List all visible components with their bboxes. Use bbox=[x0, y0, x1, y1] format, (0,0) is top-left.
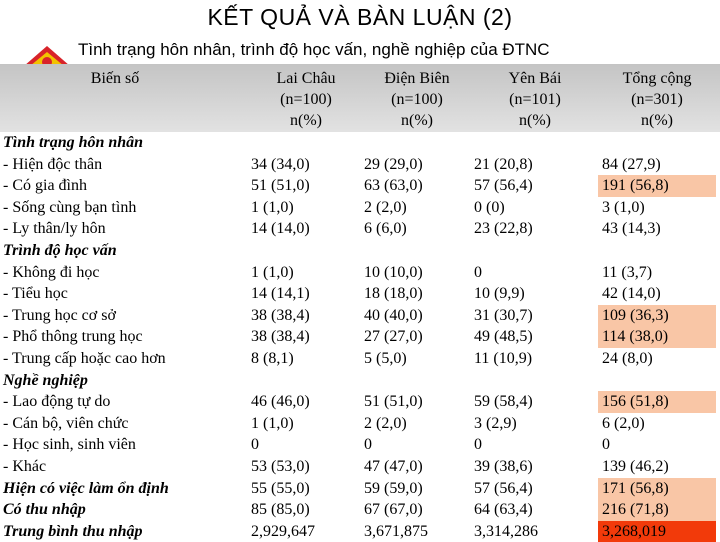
value-cell: 14 (14,1) bbox=[251, 285, 310, 303]
value-cell: 1 (1,0) bbox=[251, 198, 294, 216]
row-label: - Trung học cơ sở bbox=[3, 306, 116, 324]
table-row bbox=[0, 348, 720, 370]
total-cell: 42 (14,0) bbox=[602, 285, 661, 303]
slide-title: KẾT QUẢ VÀ BÀN LUẬN (2) bbox=[207, 4, 513, 30]
value-cell: 2,929,647 bbox=[251, 522, 315, 540]
row-label: - Khác bbox=[3, 458, 47, 475]
value-cell: 63 (63,0) bbox=[364, 177, 423, 195]
value-cell: 31 (30,7) bbox=[474, 306, 533, 324]
value-cell: 59 (58,4) bbox=[474, 393, 533, 411]
table-row bbox=[0, 154, 720, 176]
total-cell: 216 (71,8) bbox=[598, 499, 716, 521]
value-cell: 0 bbox=[474, 263, 482, 281]
table-row bbox=[0, 456, 720, 478]
value-cell: 38 (38,4) bbox=[251, 306, 310, 324]
total-cell bbox=[598, 132, 716, 154]
value-cell: 64 (63,4) bbox=[474, 501, 533, 519]
total-cell: 114 (38,0) bbox=[598, 326, 716, 348]
section-row bbox=[0, 240, 720, 262]
total-cell: 24 (8,0) bbox=[602, 350, 653, 367]
value-cell: 67 (67,0) bbox=[364, 501, 423, 519]
value-cell: 3,314,286 bbox=[474, 522, 538, 540]
table-row bbox=[0, 175, 720, 197]
value-cell: 1 (1,0) bbox=[251, 414, 294, 432]
slide-subtitle: Tình trạng hôn nhân, trình độ học vấn, nghề nghiệp của ĐTNC bbox=[78, 40, 550, 59]
total-cell: 191 (56,8) bbox=[598, 175, 716, 197]
row-label: - Cán bộ, viên chức bbox=[3, 414, 129, 432]
total-cell: 84 (27,9) bbox=[602, 155, 661, 173]
header-col-dien-bien: Điện Biên (n=100) n(%) bbox=[384, 70, 450, 129]
total-cell: 156 (51,8) bbox=[598, 391, 716, 413]
value-cell: 18 (18,0) bbox=[364, 285, 423, 303]
table-row bbox=[0, 326, 720, 348]
table-row bbox=[0, 197, 720, 219]
table-row bbox=[0, 391, 720, 413]
table-row bbox=[0, 305, 720, 327]
row-label: Trung bình thu nhập bbox=[3, 522, 143, 540]
value-cell: 11 (10,9) bbox=[474, 350, 533, 367]
header-col-total: Tổng cộng (n=301) n(%) bbox=[622, 70, 692, 129]
row-label: Tình trạng hôn nhân bbox=[3, 134, 144, 151]
total-cell: 11 (3,7) bbox=[602, 263, 653, 281]
row-label: - Không đi học bbox=[3, 263, 100, 281]
value-cell: 57 (56,4) bbox=[474, 479, 533, 497]
value-cell: 46 (46,0) bbox=[251, 393, 310, 411]
value-cell: 34 (34,0) bbox=[251, 155, 310, 173]
total-cell: 139 (46,2) bbox=[602, 458, 669, 475]
value-cell: 53 (53,0) bbox=[251, 458, 310, 475]
value-cell: 3,671,875 bbox=[364, 522, 428, 540]
table-row bbox=[0, 434, 720, 456]
value-cell: 57 (56,4) bbox=[474, 177, 533, 195]
value-cell: 40 (40,0) bbox=[364, 306, 423, 324]
value-cell: 5 (5,0) bbox=[364, 350, 407, 367]
row-label: - Có gia đình bbox=[3, 177, 87, 195]
total-cell: 3 (1,0) bbox=[602, 198, 645, 216]
section-row bbox=[0, 132, 720, 154]
table-row bbox=[0, 283, 720, 305]
value-cell: 2 (2,0) bbox=[364, 198, 407, 216]
value-cell: 3 (2,9) bbox=[474, 414, 517, 432]
value-cell: 0 bbox=[364, 436, 372, 454]
row-label: - Học sinh, sinh viên bbox=[3, 436, 136, 454]
value-cell: 39 (38,6) bbox=[474, 458, 533, 475]
total-cell: 109 (36,3) bbox=[598, 305, 716, 327]
row-label: - Tiểu học bbox=[3, 285, 68, 303]
value-cell: 10 (10,0) bbox=[364, 263, 423, 281]
value-cell: 6 (6,0) bbox=[364, 220, 407, 238]
row-label: - Hiện độc thân bbox=[3, 155, 103, 173]
table-row bbox=[0, 413, 720, 435]
value-cell: 38 (38,4) bbox=[251, 328, 310, 346]
row-label: - Sống cùng bạn tình bbox=[3, 198, 137, 216]
value-cell: 29 (29,0) bbox=[364, 155, 423, 173]
value-cell: 27 (27,0) bbox=[364, 328, 423, 346]
row-label: - Lao động tự do bbox=[3, 393, 111, 411]
value-cell: 55 (55,0) bbox=[251, 479, 310, 497]
total-cell: 6 (2,0) bbox=[602, 414, 645, 432]
row-label: - Trung cấp hoặc cao hơn bbox=[3, 350, 166, 367]
header-col-yen-bai: Yên Bái (n=101) n(%) bbox=[508, 70, 562, 129]
value-cell: 0 bbox=[474, 436, 482, 454]
value-cell: 0 bbox=[251, 436, 259, 454]
row-label: - Ly thân/ly hôn bbox=[3, 220, 106, 238]
section-row bbox=[0, 521, 720, 542]
value-cell: 59 (59,0) bbox=[364, 479, 423, 497]
value-cell: 51 (51,0) bbox=[251, 177, 310, 195]
value-cell: 47 (47,0) bbox=[364, 458, 423, 475]
table-row bbox=[0, 218, 720, 240]
row-label: - Phổ thông trung học bbox=[3, 328, 143, 346]
value-cell: 8 (8,1) bbox=[251, 350, 294, 367]
section-row bbox=[0, 370, 720, 392]
section-row bbox=[0, 478, 720, 500]
row-label: Trình độ học vấn bbox=[3, 242, 117, 259]
value-cell: 2 (2,0) bbox=[364, 414, 407, 432]
section-row bbox=[0, 499, 720, 521]
total-cell: 0 bbox=[602, 436, 610, 454]
value-cell: 85 (85,0) bbox=[251, 501, 310, 519]
total-cell: 171 (56,8) bbox=[598, 478, 716, 500]
value-cell: 10 (9,9) bbox=[474, 285, 525, 303]
total-cell bbox=[598, 370, 716, 392]
value-cell: 51 (51,0) bbox=[364, 393, 423, 411]
header-variable: Biến số bbox=[90, 70, 140, 87]
value-cell: 49 (48,5) bbox=[474, 328, 533, 346]
value-cell: 21 (20,8) bbox=[474, 155, 533, 173]
header-col-lai-chau: Lai Châu (n=100) n(%) bbox=[276, 70, 336, 129]
value-cell: 0 (0) bbox=[474, 198, 505, 216]
total-cell bbox=[598, 240, 716, 262]
total-cell: 43 (14,3) bbox=[602, 220, 661, 238]
value-cell: 1 (1,0) bbox=[251, 263, 294, 281]
total-cell: 3,268,019 bbox=[598, 521, 716, 542]
value-cell: 14 (14,0) bbox=[251, 220, 310, 238]
row-label: Nghề nghiệp bbox=[3, 371, 88, 389]
row-label: Hiện có việc làm ổn định bbox=[3, 479, 169, 497]
value-cell: 23 (22,8) bbox=[474, 220, 533, 238]
row-label: Có thu nhập bbox=[3, 501, 86, 519]
table-row bbox=[0, 262, 720, 284]
